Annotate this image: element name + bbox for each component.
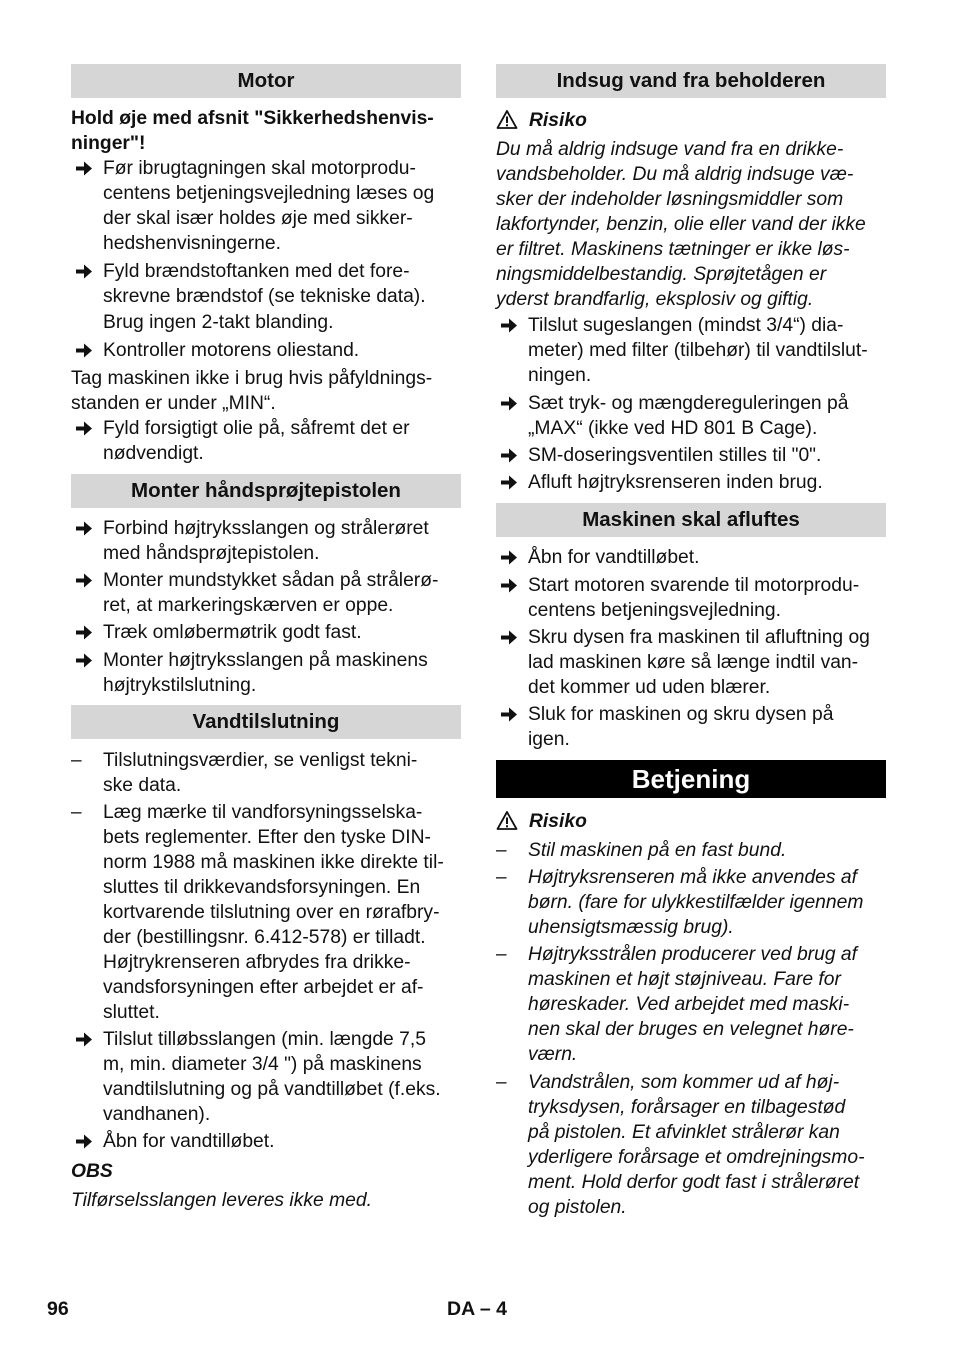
dash-line: ment. Hold derfor godt fast i strålerøret <box>528 1172 860 1193</box>
arrow-bullet-icon <box>74 1027 94 1052</box>
bullet-line: centens betjeningsvejledning læses og <box>103 183 435 204</box>
risk-text-line: Du må aldrig indsuge vand fra en drikke- <box>496 139 844 160</box>
bullet-line: Tilslut tilløbsslangen (min. længde 7,5 <box>103 1029 426 1050</box>
bullet-line: Træk omløbermøtrik godt fast. <box>103 622 362 643</box>
arrow-bullet-icon <box>499 573 519 598</box>
bullet-line: det kommer ud uden blærer. <box>528 677 771 698</box>
bullet-line: Før ibrugtagningen skal motorprodu- <box>103 158 416 179</box>
bullet-line: centens betjeningsvejledning. <box>528 600 781 621</box>
bullet-line: Brug ingen 2-takt blanding. <box>103 312 334 333</box>
risk-text-line: vandsbeholder. Du må aldrig indsuge væ- <box>496 164 854 185</box>
dash-line: børn. (fare for ulykkestilfælder igennem <box>528 892 864 913</box>
bullet-line: m, min. diameter 3/4 ") på maskinens <box>103 1054 422 1075</box>
risk-text-line: er filtret. Maskinens tætninger er ikke løs- <box>496 239 850 260</box>
dash-bullet: – <box>71 802 82 823</box>
dash-line: kortvarende tilslutning over en rørafbry- <box>103 902 440 923</box>
bullet-line: nødvendigt. <box>103 443 204 464</box>
dash-line: Tilslutningsværdier, se venligst tekni- <box>103 750 418 771</box>
note-line: ninger"! <box>71 133 146 154</box>
dash-line: Højtrykrenseren afbrydes fra drikke- <box>103 952 411 973</box>
obs-label: OBS <box>71 1161 113 1182</box>
bullet-line: Fyld forsigtigt olie på, såfremt det er <box>103 418 410 439</box>
chapter-heading-betjening: Betjening <box>496 760 886 798</box>
bullet-line: Start motoren svarende til motorprodu- <box>528 575 860 596</box>
page-section-label: DA – 4 <box>447 1298 507 1320</box>
bullet-line: Sæt tryk- og mængdereguleringen på <box>528 393 849 414</box>
arrow-bullet-icon <box>74 416 94 441</box>
bullet-line: vandtilslutning og på vandtilløbet (f.eks. <box>103 1079 441 1100</box>
warning-triangle-icon <box>496 108 518 133</box>
arrow-bullet-icon <box>74 156 94 181</box>
section-heading-monter: Monter håndsprøjtepistolen <box>71 474 461 508</box>
bullet-line: meter) med filter (tilbehør) til vandtilslut- <box>528 340 868 361</box>
arrow-bullet-icon <box>499 625 519 650</box>
bullet-line: ningen. <box>528 365 592 386</box>
obs-text: Tilførselsslangen leveres ikke med. <box>71 1190 372 1211</box>
arrow-bullet-icon <box>74 648 94 673</box>
section-heading-motor: Motor <box>71 64 461 98</box>
paragraph-line: Tag maskinen ikke i brug hvis påfyldnings- <box>71 368 433 389</box>
bullet-line: Monter højtryksslangen på maskinens <box>103 650 428 671</box>
dash-line: ske data. <box>103 775 182 796</box>
dash-line: der (bestillingsnr. 6.412-578) er tilladt. <box>103 927 426 948</box>
bullet-line: Forbind højtryksslangen og strålerøret <box>103 518 429 539</box>
dash-bullet: – <box>496 867 507 888</box>
bullet-line: vandhanen). <box>103 1104 211 1125</box>
bullet-line: Åbn for vandtilløbet. <box>528 547 700 568</box>
dash-line: Stil maskinen på en fast bund. <box>528 840 787 861</box>
bullet-line: højtrykstilslutning. <box>103 675 257 696</box>
dash-line: uhensigtsmæssig brug). <box>528 917 734 938</box>
note-line: Hold øje med afsnit "Sikkerhedshenvis- <box>71 108 434 129</box>
dash-bullet: – <box>71 750 82 771</box>
arrow-bullet-icon <box>74 259 94 284</box>
arrow-bullet-icon <box>499 470 519 495</box>
dash-line: Højtryksrenseren må ikke anvendes af <box>528 867 857 888</box>
bullet-line: ret, at markeringskærven er oppe. <box>103 595 394 616</box>
dash-line: og pistolen. <box>528 1197 627 1218</box>
bullet-line: Monter mundstykket sådan på strålerø- <box>103 570 439 591</box>
dash-line: Vandstrålen, som kommer ud af høj- <box>528 1072 840 1093</box>
risk-text-line: lakfortynder, benzin, olie eller vand der ikke <box>496 214 866 235</box>
dash-line: bets reglementer. Efter den tyske DIN- <box>103 827 431 848</box>
dash-line: værn. <box>528 1044 578 1065</box>
bullet-line: Sluk for maskinen og skru dysen på <box>528 704 834 725</box>
dash-line: sluttes til drikkevandsforsyningen. En <box>103 877 421 898</box>
bullet-line: igen. <box>528 729 570 750</box>
bullet-line: Skru dysen fra maskinen til afluftning og <box>528 627 870 648</box>
page-number: 96 <box>47 1298 69 1320</box>
arrow-bullet-icon <box>499 313 519 338</box>
dash-line: på pistolen. Et afvinklet strålerør kan <box>528 1122 840 1143</box>
dash-bullet: – <box>496 1072 507 1093</box>
arrow-bullet-icon <box>499 391 519 416</box>
paragraph-line: standen er under „MIN“. <box>71 393 276 414</box>
risk-text-line: sker der indeholder løsningsmiddler som <box>496 189 844 210</box>
risk-label: Risiko <box>529 110 587 131</box>
section-heading-afluftes: Maskinen skal afluftes <box>496 503 886 537</box>
bullet-line: lad maskinen køre så længe indtil van- <box>528 652 859 673</box>
bullet-line: Fyld brændstoftanken med det fore- <box>103 261 410 282</box>
section-heading-vandtilslutning: Vandtilslutning <box>71 705 461 739</box>
bullet-line: Tilslut sugeslangen (mindst 3/4“) dia- <box>528 315 844 336</box>
bullet-line: med håndsprøjtepistolen. <box>103 543 320 564</box>
bullet-line: Afluft højtryksrenseren inden brug. <box>528 472 823 493</box>
arrow-bullet-icon <box>499 545 519 570</box>
dash-line: Læg mærke til vandforsyningsselska- <box>103 802 423 823</box>
dash-line: yderligere forårsage et omdrejningsmo- <box>528 1147 865 1168</box>
warning-triangle-icon <box>496 809 518 834</box>
section-heading-indsug: Indsug vand fra beholderen <box>496 64 886 98</box>
bullet-line: „MAX“ (ikke ved HD 801 B Cage). <box>528 418 818 439</box>
risk-text-line: ningsmiddelbestandig. Sprøjtetågen er <box>496 264 827 285</box>
arrow-bullet-icon <box>74 516 94 541</box>
dash-line: tryksdysen, forårsager en tilbagestød <box>528 1097 846 1118</box>
bullet-line: skrevne brændstof (se tekniske data). <box>103 286 426 307</box>
arrow-bullet-icon <box>74 338 94 363</box>
right-column <box>496 0 886 1354</box>
dash-line: norm 1988 må maskinen ikke direkte til- <box>103 852 444 873</box>
dash-line: vandsforsyningen efter arbejdet er af- <box>103 977 424 998</box>
dash-bullet: – <box>496 944 507 965</box>
arrow-bullet-icon <box>74 1129 94 1154</box>
dash-line: maskinen et højt støjniveau. Fare for <box>528 969 841 990</box>
arrow-bullet-icon <box>74 568 94 593</box>
left-column <box>71 0 461 1354</box>
dash-bullet: – <box>496 840 507 861</box>
risk-label: Risiko <box>529 811 587 832</box>
arrow-bullet-icon <box>499 443 519 468</box>
risk-text-line: yderst brandfarlig, eksplosiv og giftig. <box>496 289 814 310</box>
arrow-bullet-icon <box>499 702 519 727</box>
bullet-line: hedshenvisningerne. <box>103 233 281 254</box>
dash-line: sluttet. <box>103 1002 160 1023</box>
bullet-line: der skal især holdes øje med sikker- <box>103 208 413 229</box>
bullet-line: Åbn for vandtilløbet. <box>103 1131 275 1152</box>
dash-line: høreskader. Ved arbejdet med maski- <box>528 994 850 1015</box>
dash-line: nen skal der bruges en velegnet høre- <box>528 1019 854 1040</box>
bullet-line: SM-doseringsventilen stilles til "0". <box>528 445 822 466</box>
bullet-line: Kontroller motorens oliestand. <box>103 340 360 361</box>
arrow-bullet-icon <box>74 620 94 645</box>
dash-line: Højtryksstrålen producerer ved brug af <box>528 944 857 965</box>
